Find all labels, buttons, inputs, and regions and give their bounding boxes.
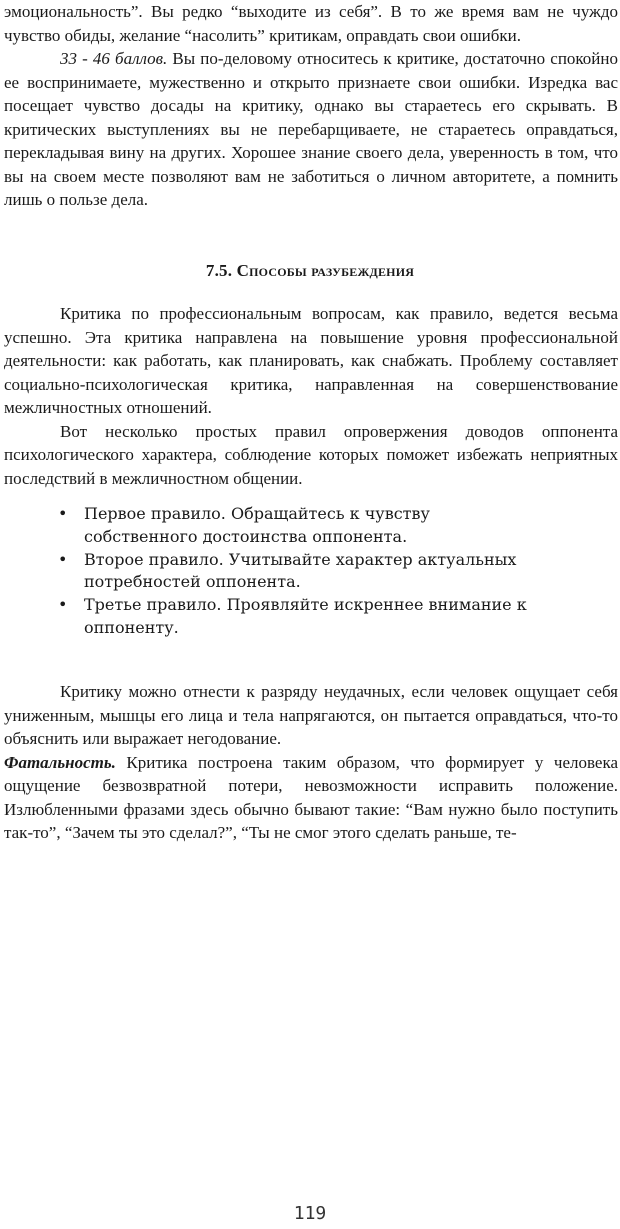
closing-text-block [4,680,618,845]
closing-paragraph: Критику можно отнести к разряду неудачных, если человек ощущает себя униженным, мышцы его лица и тела напрягаются, он пытается оправдаться, что-то объяснить или выражает негодование. [4,682,618,748]
rules-list [58,503,528,640]
rule-text: Третье правило. Проявляйте искреннее внимание к оппоненту. [84,595,527,637]
score-description: Вы по-деловому относитесь к критике, достаточно спокойно ее воспринимаете, мужественно и открыто признаете свои ошибки. Изредка вас посещает чувство досады на критику, однако вы стараетесь его скрывать. В критических выступлениях вы не перебарщиваете, не стараетесь оправдаться, перекладывая вину на других. Хорошее знание своего дела, уверенность в том, что вы на своем месте позволяют вам не заботиться о личном авторитете, а помнить лишь о пользе дела. [4,49,619,209]
score-paragraph [4,47,618,212]
rule-text: Первое правило. Обращайтесь к чувству собственного достоинства оппонента. [84,504,430,546]
score-range-label: 33 - 46 баллов. [60,49,168,68]
page-number: 119 [293,1203,327,1224]
bullet-icon: • [58,504,68,523]
fatality-description: Критика построена таким образом, что формирует у человека ощущение безвозвратной потери, невозможности исправить положение. Излюбленными фразами здесь обычно бывают такие: “Вам нужно было поступить так-то”, “Зачем ты это сделал?”, “Ты не смог этого сделать раньше, те- [4,752,618,842]
bullet-icon: • [58,549,68,569]
section-paragraph-2: Вот несколько простых правил опровержения доводов оппонента психологического характера, соблюдение которых поможет избежать неприятных последствий в межличностном общении. [4,421,618,488]
rule-text: Второе правило. Учитывайте характер актуальных потребностей оппонента. [84,549,517,592]
fatality-term: Фатальность. [4,752,116,772]
list-item [58,594,528,640]
section-text-block [4,302,618,490]
bullet-icon: • [58,595,68,615]
list-item [58,503,528,549]
section-heading: 7.5. Способы разубеждения [205,261,415,280]
list-item [58,549,528,595]
fatality-paragraph [4,751,618,845]
intro-text-block [4,0,618,212]
intro-paragraph-continuation: эмоциональность”. Вы редко “выходите из себя”. В то же время вам не чуждо чувство обиды, желание “насолить” критикам, оправдать свои ошибки. [4,2,618,45]
section-paragraph-1: Критика по профессиональным вопросам, как правило, ведется весьма успешно. Эта критика направлена на повышение уровня профессиональной деятельности: как работать, как планировать, как снабжать. Проблему составляет социально-психологическая критика, направленная на совершенствование межличностных отношений. [4,304,618,417]
